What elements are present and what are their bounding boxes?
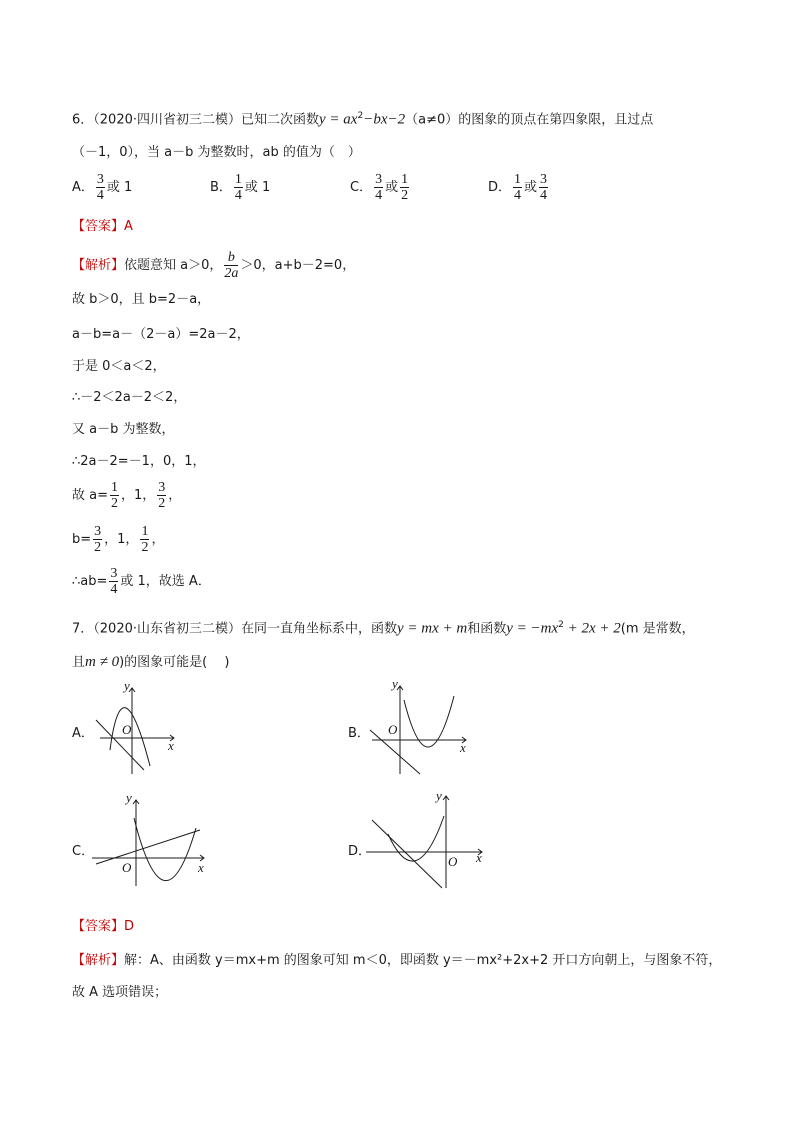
graph-a-x-label: x (168, 738, 174, 753)
q7-answer: 【答案】D (72, 919, 135, 934)
graph-b-y-label: y (392, 676, 398, 691)
graph-d-y-label: y (436, 788, 442, 803)
q6-stem-line-1: 6．（2020·四川省初三二模）已知二次函数$y = ax^2-bx-2(a\ne 0)$的图象的顶点在第四象限，且过点 (72, 111, 654, 128)
q7-graph-a[interactable] (86, 676, 196, 776)
q6-answer: 【答案】A (72, 219, 133, 234)
graph-a-line (96, 720, 144, 770)
q6-analysis-line-2: 故 b＞0，且 b=2－a， (72, 292, 211, 307)
q7-stem-line-1: 7．（2020·山东省初三二模）在同一直角坐标系中，函数y = mx + m和函数$y = -mx^2 + 2x + 2(m$ 是常数， (72, 620, 695, 637)
q6-analysis-line-6: 又 a－b 为整数， (72, 422, 175, 437)
q7-graph-c[interactable] (86, 788, 216, 888)
q6-analysis-line-8: 故 a= $\frac{1}{2}$ ，1， $\frac{3}{2}$ ， (72, 480, 182, 511)
graph-d-line (372, 820, 442, 888)
graph-c-x-label: x (198, 860, 204, 875)
graph-c-y-label: y (126, 790, 132, 805)
graph-c-origin: O (122, 860, 132, 875)
q7-stem-line-2: 且m ≠ 0)的图象可能是( ) (72, 654, 230, 670)
q6-option-b[interactable]: B． $\frac{1}{4}$ 或 1 (210, 172, 271, 203)
q6-option-d[interactable]: D． $\frac{1}{4}$ 或 $\frac{3}{4}$ (488, 172, 548, 203)
graph-a-origin: O (122, 722, 132, 737)
q7-option-c-label[interactable]: C． (72, 844, 95, 859)
graph-b-x-label: x (460, 740, 466, 755)
q7-graph-d[interactable] (362, 786, 492, 890)
graph-c-parabola (134, 818, 196, 881)
graph-d-origin: O (448, 854, 458, 869)
graph-a-y-label: y (124, 678, 130, 693)
graph-c-line (96, 830, 200, 864)
q6-analysis-line-7: ∴2a－2=－1，0，1， (72, 454, 206, 469)
q6-option-a[interactable]: A． $\frac{3}{4}$ 或 1 (72, 172, 133, 203)
q7-graph-b[interactable] (362, 676, 472, 778)
q7-option-b-label[interactable]: B． (348, 726, 370, 741)
graph-b-parabola (404, 696, 454, 747)
q6-analysis-line-3: a－b=a－（2－a）=2a－2， (72, 327, 250, 342)
q6-stem-line-2: （－1，0），当 a－b 为整数时，ab 的值为（ ） (72, 145, 361, 160)
q6-option-c[interactable]: C． $\frac{3}{4}$ 或 $\frac{1}{2}$ (350, 172, 409, 203)
q6-analysis-line-9: b= $\frac{3}{2}$ ，1， $\frac{1}{2}$ ， (72, 524, 165, 555)
q7-analysis-line-2: 故 A 选项错误； (72, 985, 168, 1000)
graph-d-parabola (388, 816, 444, 861)
q6-analysis-line-1: 【解析】依题意知 a＞0， $\frac{b}{2a}$ ＞0，a+b－2=0， (72, 250, 356, 281)
q7-option-a-label[interactable]: A． (72, 726, 94, 741)
graph-d-x-label: x (476, 850, 482, 865)
graph-b-origin: O (388, 722, 398, 737)
q6-analysis-line-4: 于是 0＜a＜2， (72, 359, 166, 374)
q6-analysis-line-5: ∴－2＜2a－2＜2， (72, 390, 187, 405)
q6-analysis-line-10: ∴ab= $\frac{3}{4}$ 或 1，故选 A． (72, 566, 211, 597)
q7-analysis-line-1: 【解析】解：A、由函数 y＝mx+m 的图象可知 m＜0，即函数 y＝－mx²+2x+2 开口方向朝上，与图象不符， (72, 953, 722, 968)
q7-option-d-label[interactable]: D． (348, 844, 372, 859)
